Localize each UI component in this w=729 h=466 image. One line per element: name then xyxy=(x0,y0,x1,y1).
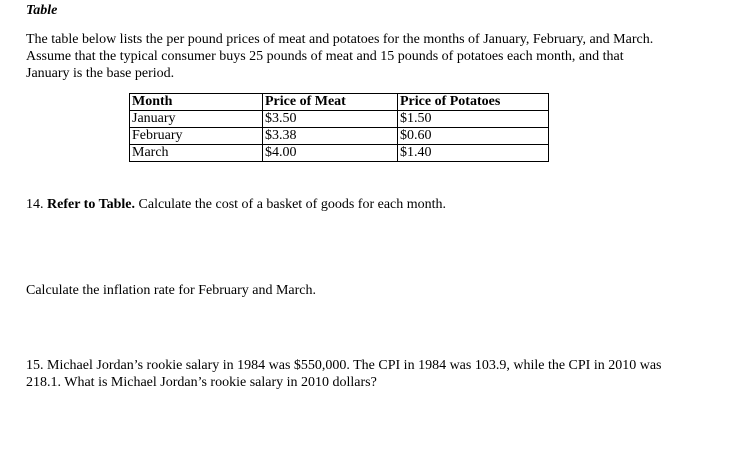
question-14 xyxy=(26,196,446,213)
table-row xyxy=(130,128,549,145)
question-14-reference: Refer to Table. xyxy=(47,197,136,212)
table-row xyxy=(130,111,549,128)
section-heading: Table xyxy=(26,3,58,18)
cell-meat-price: $3.50 xyxy=(263,111,398,128)
cell-potato-price: $1.50 xyxy=(398,111,549,128)
intro-paragraph: The table below lists the per pound prices of meat and potatoes for the months of January, February, and March. Assume that the typical consumer buys 25 pounds of meat and 15 pounds of potatoes each month, and that January is the base period. xyxy=(26,32,654,81)
cell-potato-price: $0.60 xyxy=(398,128,549,145)
table-row xyxy=(130,145,549,162)
cell-month: February xyxy=(130,128,263,145)
price-table xyxy=(129,93,549,162)
cell-meat-price: $3.38 xyxy=(263,128,398,145)
cell-potato-price: $1.40 xyxy=(398,145,549,162)
question-15: 15. Michael Jordan’s rookie salary in 1984 was $550,000. The CPI in 1984 was 103.9, while the CPI in 2010 was 218.1. What is Michael Jordan’s rookie salary in 2010 dollars? xyxy=(26,358,662,390)
column-header-month: Month xyxy=(130,94,263,111)
cell-meat-price: $4.00 xyxy=(263,145,398,162)
question-14-number: 14. xyxy=(26,197,44,212)
question-14-followup: Calculate the inflation rate for February and March. xyxy=(26,283,316,298)
cell-month: January xyxy=(130,111,263,128)
cell-month: March xyxy=(130,145,263,162)
column-header-meat: Price of Meat xyxy=(263,94,398,111)
column-header-potatoes: Price of Potatoes xyxy=(398,94,549,111)
table-header-row xyxy=(130,94,549,111)
question-14-text: Calculate the cost of a basket of goods for each month. xyxy=(138,197,447,212)
